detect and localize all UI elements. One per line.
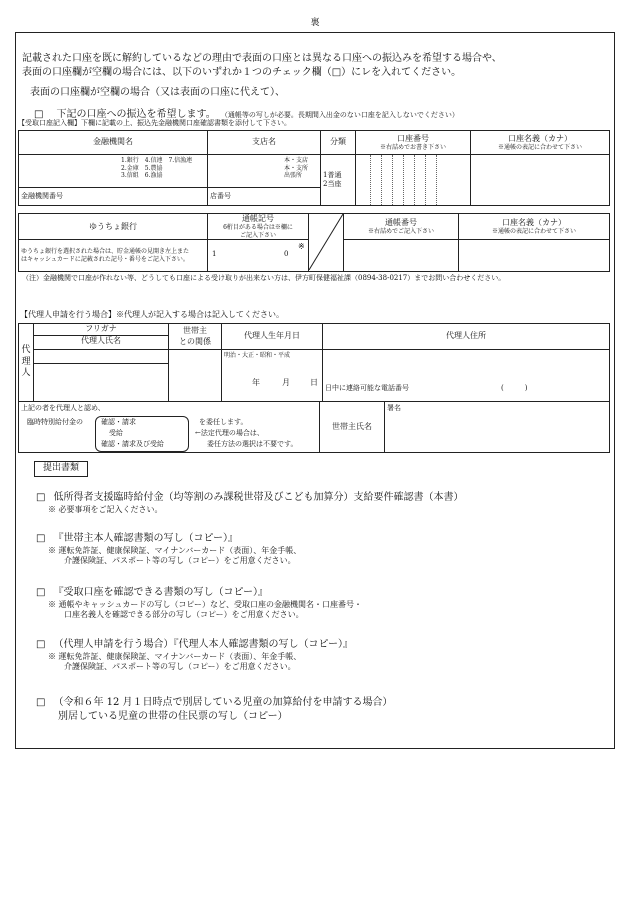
birthdate-input[interactable]: 明治・大正・昭和・平成 年 月 日: [222, 350, 323, 402]
caution-note: （注）金融機関で口座が作れない等、どうしても口座による受け取りが出来ない方は、伊方町保健福祉課（0894-38-0217）までお問い合わせください。: [22, 274, 506, 282]
account-type-cell[interactable]: 1普通 2当座: [321, 155, 356, 206]
yucho-asterisk: ※: [298, 242, 305, 252]
address-label: 代理人住所: [323, 324, 610, 350]
document-item-2: □ 『世帯主本人確認書類の写し（コピー）』 ※ 運転免許証、健康保険証、マイナンバーカード（表面）、年金手帳、 介護保険証、パスポート等の写し（コピー）をご用意ください。: [36, 533, 302, 565]
documents-heading: 提出書類: [34, 461, 88, 477]
relation-label: 世帯主 との関係: [169, 324, 222, 350]
delegate-option-1[interactable]: 確認・請求: [101, 418, 136, 426]
proxy-name-label: 代理人氏名: [34, 336, 169, 350]
col-institution: 金融機関名: [19, 131, 208, 155]
col-type: 分類: [321, 131, 356, 155]
proxy-table: [18, 323, 610, 402]
address-input[interactable]: [323, 350, 610, 402]
signature-cell[interactable]: 署名: [385, 402, 610, 453]
account-option-note: （通帳等の写しが必要。長期間入出金のない口座を記入しないでください）: [220, 111, 459, 119]
page-side-label: 裏: [310, 18, 320, 28]
intro-line-1: 記載された口座を既に解約しているなどの理由で表面の口座とは異なる口座への振込みを希望する場合や、: [22, 53, 502, 64]
delegate-option-2[interactable]: 受給: [109, 429, 123, 437]
proxy-name-input[interactable]: [34, 364, 169, 402]
yucho-number-header: 通帳番号 ※右詰めでご記入下さい: [344, 214, 459, 240]
doc-3-checkbox[interactable]: □: [36, 587, 46, 598]
institution-name-cell[interactable]: 1.銀行 4.信連 7.信漁連 2.金庫 5.農協 3.信組 6.漁協: [19, 155, 208, 188]
bank-account-table: [18, 130, 610, 206]
doc-5-checkbox[interactable]: □: [36, 697, 46, 708]
doc-1-checkbox[interactable]: □: [36, 492, 46, 503]
delegate-option-3[interactable]: 確認・請求及び受給: [101, 440, 164, 448]
yucho-holder-cell[interactable]: [459, 240, 610, 272]
yucho-symbol-header: 通帳記号 6桁目がある場合は※欄に ご記入下さい: [208, 214, 309, 240]
intro-line-3: 表面の口座欄が空欄の場合（又は表面の口座に代えて）、: [30, 87, 285, 98]
birthdate-label: 代理人生年月日: [222, 324, 323, 350]
branch-code-cell[interactable]: 店番号: [208, 188, 321, 206]
doc-4-checkbox[interactable]: □: [36, 639, 46, 650]
proxy-section-heading: 【代理人申請を行う場合】※代理人が記入する場合は記入してください。: [20, 310, 284, 319]
doc-2-checkbox[interactable]: □: [36, 533, 46, 544]
yucho-number-cell[interactable]: [344, 240, 459, 272]
furigana-input[interactable]: [34, 350, 169, 364]
phone-paren: ( ): [501, 384, 528, 392]
proxy-side-label: 代 理 人: [19, 324, 34, 402]
yucho-holder-header: 口座名義（カナ） ※通帳の表記に合わせて下さい: [459, 214, 610, 240]
delegation-cell: 上記の者を代理人と認め、 臨時特別給付金の 確認・請求 受給 確認・請求及び受給 を委任します。 ←法定代理の場合は、 委任方法の選択は不要です。: [19, 402, 320, 453]
yucho-slash-cell: [309, 214, 344, 272]
intro-line-2: 表面の口座欄が空欄の場合には、以下のいずれか１つのチェック欄（□）にレを入れてください。: [22, 67, 462, 78]
col-account: 口座番号 ※右詰めでお書き下さい: [356, 131, 471, 155]
yucho-name: ゆうちょ銀行: [19, 214, 208, 240]
yucho-note: ゆうちょ銀行を選択された場合は、貯金通帳の見開き左上また はキャッシュカードに記載された記号・番号をご記入下さい。: [19, 240, 208, 272]
document-item-1: □ 低所得者支援臨時給付金（均等割のみ課税世帯及びこども加算分）支給要件確認書（本書） ※ 必要事項をご記入ください。: [36, 492, 464, 514]
account-option-text: 下記の口座への振込を希望します。: [56, 109, 216, 120]
branch-name-cell[interactable]: 本・支店 本・支所 出張所: [208, 155, 321, 188]
householder-label: 世帯主氏名: [320, 402, 385, 453]
bank-section-heading: 【受取口座記入欄】下欄に記載の上、振込先金融機関口座確認書類を添付して下さい。: [18, 119, 291, 127]
col-branch: 支店名: [208, 131, 321, 155]
furigana-label: フリガナ: [34, 324, 169, 336]
delegation-table: [18, 401, 610, 453]
account-holder-cell[interactable]: [471, 155, 610, 206]
account-number-cell[interactable]: [356, 155, 471, 206]
relation-input[interactable]: [169, 350, 222, 402]
document-item-4: □ （代理人申請を行う場合）『代理人本人確認書類の写し（コピー）』 ※ 運転免許証、健康保険証、マイナンバーカード（表面）、年金手帳、 介護保険証、パスポート等の写し（コピー）をご用意ください。: [36, 639, 354, 671]
account-option-checkbox[interactable]: □: [34, 109, 44, 120]
document-item-5: □ （令和６年 12 月１日時点で別居している児童の加算給付を申請する場合） 別居している児童の世帯の住民票の写し（コピー）: [36, 697, 393, 722]
phone-label: 日中に連絡可能な電話番号: [325, 384, 409, 392]
yucho-symbol-cell[interactable]: 1 0 ※: [208, 240, 309, 272]
yucho-table: [18, 213, 610, 272]
institution-code-cell[interactable]: 金融機関番号: [19, 188, 208, 206]
col-holder: 口座名義（カナ） ※通帳の表記に合わせて下さい: [471, 131, 610, 155]
document-item-3: □ 『受取口座を確認できる書類の写し（コピー）』 ※ 通帳やキャッシュカードの写し（コピー）など、受取口座の金融機関名・口座番号・ 口座名義人を確認できる部分の写し（コピー）をご用意ください。: [36, 587, 363, 619]
